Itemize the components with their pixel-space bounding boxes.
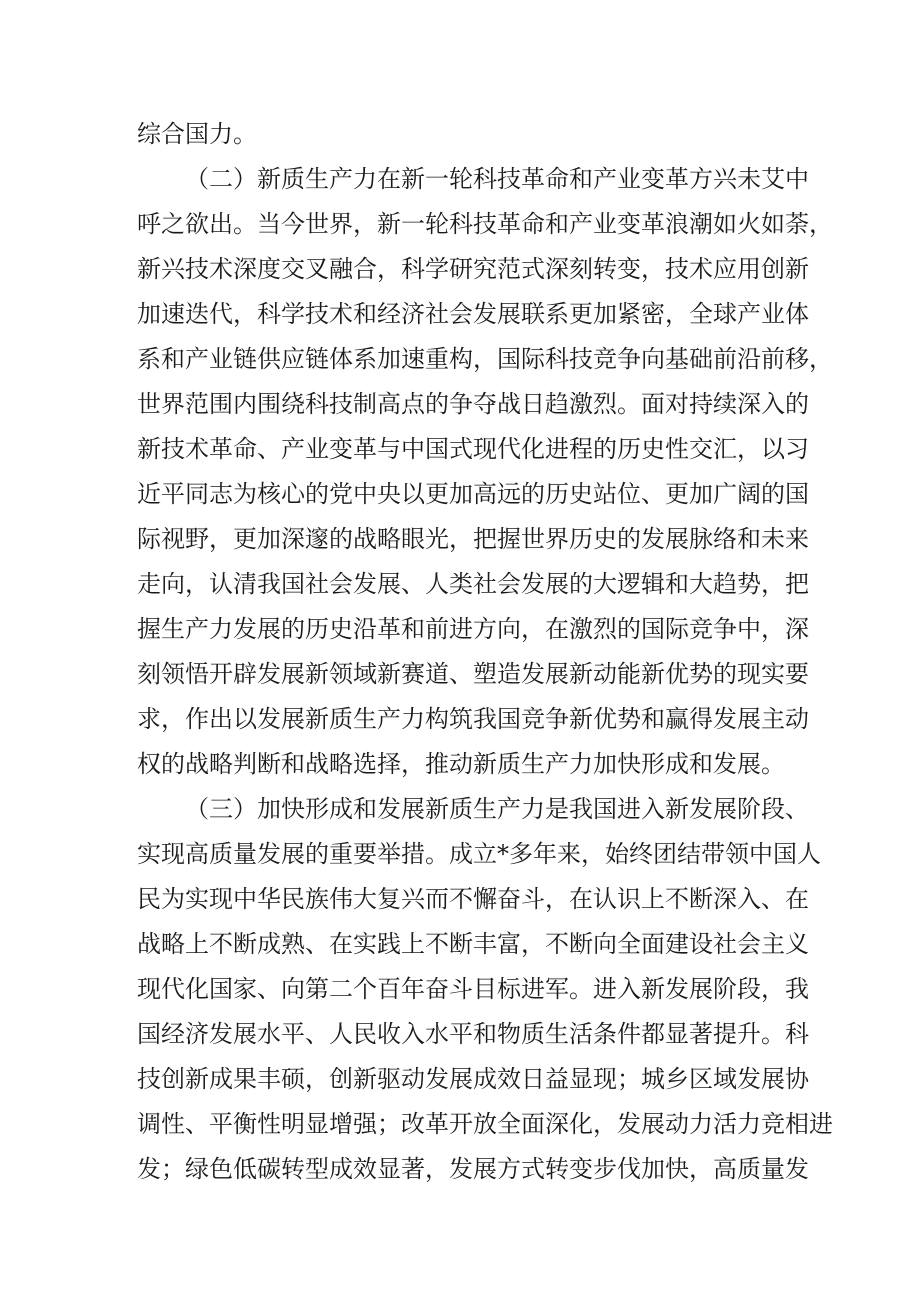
text-line-18: 民为实现中华民族伟大复兴而不懈奋斗，在认识上不断深入、在 xyxy=(137,885,809,913)
text-line-19: 战略上不断成熟、在实践上不断丰富，不断向全面建设社会主义 xyxy=(137,930,809,958)
text-line-7: 世界范围内围绕科技制高点的争夺战日趋激烈。面对持续深入的 xyxy=(137,390,809,418)
text-line-8: 新技术革命、产业变革与中国式现代化进程的历史性交汇，以习 xyxy=(137,435,809,463)
text-line-20: 现代化国家、向第二个百年奋斗目标进军。进入新发展阶段，我 xyxy=(137,975,809,1003)
text-line-10: 际视野，更加深邃的战略眼光，把握世界历史的发展脉络和未来 xyxy=(137,525,809,553)
text-line-11: 走向，认清我国社会发展、人类社会发展的大逻辑和大趋势，把 xyxy=(137,570,809,598)
text-line-15: 权的战略判断和战略选择，推动新质生产力加快形成和发展。 xyxy=(137,750,785,778)
text-line-12: 握生产力发展的历史沿革和前进方向，在激烈的国际竞争中，深 xyxy=(137,615,809,643)
text-line-24: 发；绿色低碳转型成效显著，发展方式转变步伐加快，高质量发 xyxy=(137,1155,809,1183)
text-line-2: （二）新质生产力在新一轮科技革命和产业变革方兴未艾中 xyxy=(185,165,809,193)
text-line-14: 求，作出以发展新质生产力构筑我国竞争新优势和赢得发展主动 xyxy=(137,705,809,733)
text-line-9: 近平同志为核心的党中央以更加高远的历史站位、更加广阔的国 xyxy=(137,480,809,508)
text-line-13: 刻领悟开辟发展新领域新赛道、塑造发展新动能新优势的现实要 xyxy=(137,660,809,688)
text-line-23: 调性、平衡性明显增强；改革开放全面深化，发展动力活力竞相进 xyxy=(137,1110,833,1138)
text-line-1: 综合国力。 xyxy=(137,120,257,148)
text-line-16: （三）加快形成和发展新质生产力是我国进入新发展阶段、 xyxy=(185,795,809,823)
text-line-22: 技创新成果丰硕，创新驱动发展成效日益显现；城乡区域发展协 xyxy=(137,1065,809,1093)
text-line-5: 加速迭代，科学技术和经济社会发展联系更加紧密，全球产业体 xyxy=(137,300,809,328)
text-line-4: 新兴技术深度交叉融合，科学研究范式深刻转变，技术应用创新 xyxy=(137,255,809,283)
text-line-6: 系和产业链供应链体系加速重构，国际科技竞争向基础前沿前移， xyxy=(137,345,833,373)
text-line-21: 国经济发展水平、人民收入水平和物质生活条件都显著提升。科 xyxy=(137,1020,809,1048)
text-line-17: 实现高质量发展的重要举措。成立*多年来，始终团结带领中国人 xyxy=(137,840,821,868)
text-line-3: 呼之欲出。当今世界，新一轮科技革命和产业变革浪潮如火如荼， xyxy=(137,210,833,238)
